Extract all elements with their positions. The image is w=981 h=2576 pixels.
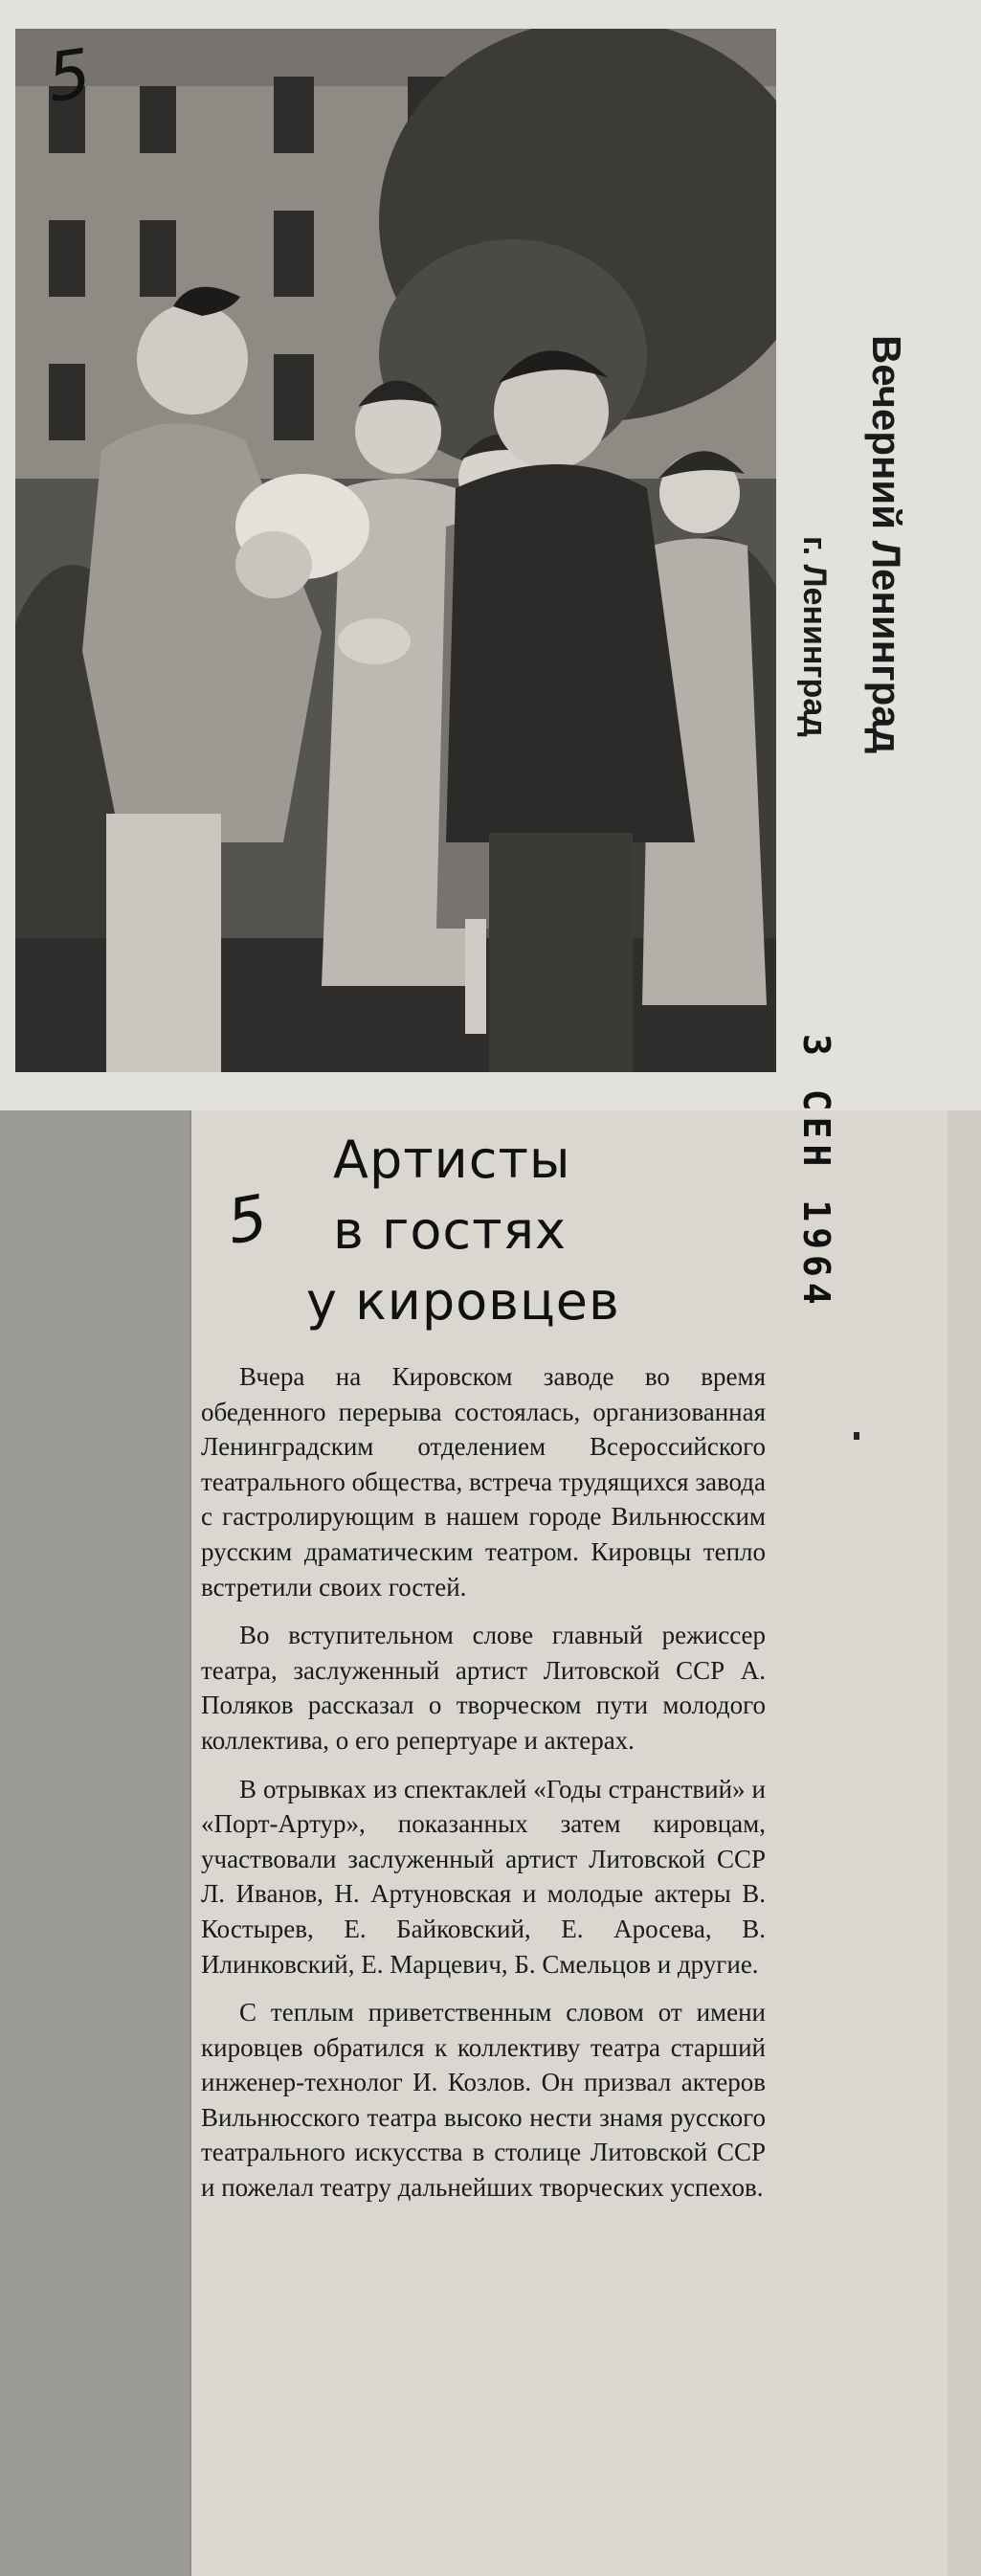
article-body — [201, 1359, 766, 2219]
newspaper-name-stamp — [852, 335, 909, 929]
city-stamp — [794, 536, 833, 823]
newspaper-name: Вечерний Ленинград — [864, 335, 909, 754]
headline-line-1: Артисты — [333, 1130, 571, 1190]
backing-sheet — [0, 1110, 201, 2576]
paragraph: С теплым приветственным словом от имени кировцев обратился к коллективу театра старший инженер-технолог И. Козлов. Он призвал актеров Вильнюсского театра высоко нести знамя русского театрального искусства в столице Литовской ССР и пожелал театру дальнейших творческих успехов. — [201, 1998, 766, 2203]
headline — [287, 1125, 766, 1337]
paper-edge — [948, 1110, 981, 2576]
paragraph: Вчера на Кировском заводе во время обеденного перерыва состоялась, организованная Ленинградским отделением Всероссийского театрального общества, встреча трудящихся завода с гастролирующим в нашем городе Вильнюсским русским драматическим театром. Кировцы тепло встретили своих гостей. — [201, 1362, 766, 1602]
ink-dot — [854, 1432, 859, 1440]
headline-line-2: в гостях — [333, 1200, 567, 1261]
paragraph: В отрывках из спектаклей «Годы странствий» и «Порт-Артур», показанных затем кировцам, участвовали заслуженный артист Литовской ССР Л. Иванов, Н. Артуновская и молодые актеры В. Костырев, Е. Байковский, Е. Аросева, В. Илинковский, Е. Марцевич, Б. Смельцов и другие. — [201, 1774, 766, 1979]
date-stamp — [790, 1034, 837, 1398]
news-photo — [15, 29, 776, 1072]
city-name: г. Ленинград — [796, 536, 833, 737]
handwritten-mark-2: 5 — [221, 1182, 273, 1259]
headline-line-3: у кировцев — [306, 1271, 620, 1332]
handwritten-mark: 5 — [42, 34, 97, 118]
paragraph: Во вступительном слове главный режиссер театра, заслуженный артист Литовской ССР А. Поляков рассказал о творческом пути молодого коллектива, о его репертуаре и актерах. — [201, 1621, 766, 1755]
date-text: 3 СЕН 1964 — [795, 1034, 837, 1310]
